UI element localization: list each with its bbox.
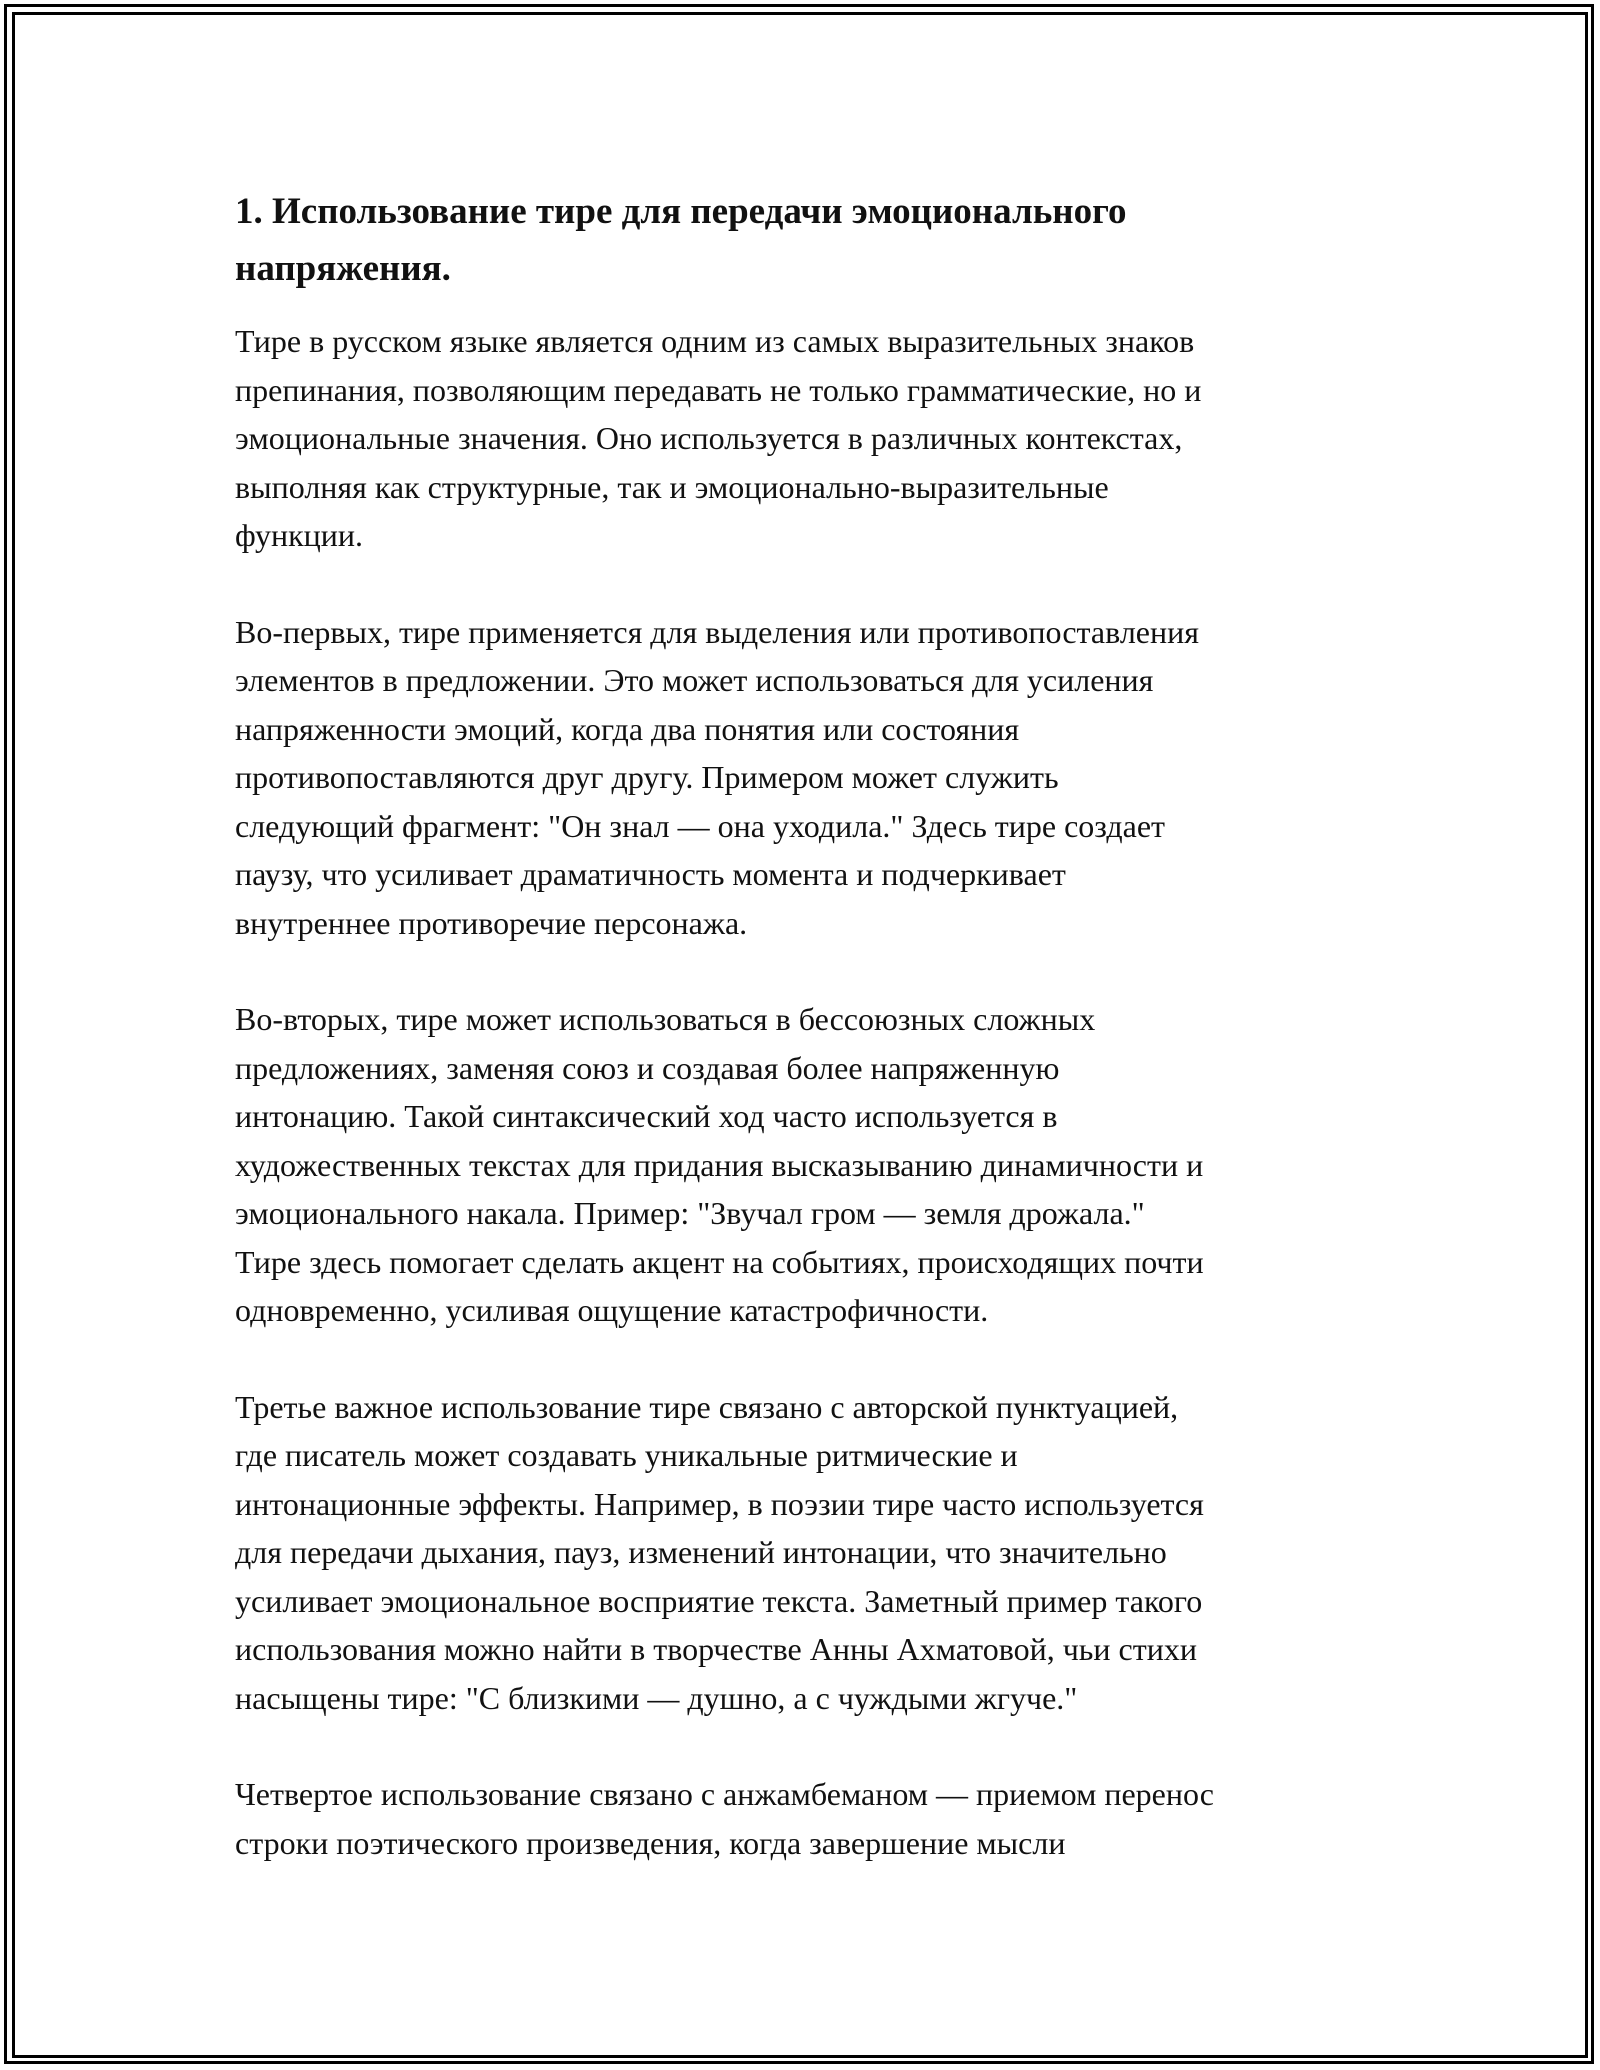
paragraph-first: Во-первых, тире применяется для выделения или противопоставления элементов в предложении. Это может использоваться для усиления напряженности эмоций, когда два понятия или состояния противопоставляются друг другу. Примером может служить следующий фрагмент: "Он знал — она уходила." Здесь тире создает паузу, что усиливает драматичность момента и подчеркивает внутреннее противоречие персонажа. <box>235 613 1199 941</box>
paragraph-third: Третье важное использование тире связано с авторской пунктуацией, где писатель может создавать уникальные ритмические и интонационные эффекты. Например, в поэзии тире часто используется для передачи дыхания, пауз, изменений интонации, что значительно усиливает эмоциональное восприятие текста. Заметный пример такого использования можно найти в творчестве Анны Ахматовой, чьи стихи насыщены тире: "С близкими — душно, а с чуждыми жгуче." <box>235 1388 1204 1716</box>
paragraph-intro: Тире в русском языке является одним из самых выразительных знаков препинания, позволяющим передавать не только грамматические, но и эмоциональные значения. Оно используется в различных контекстах, выполняя как структурные, так и эмоционально-выразительные функции. <box>235 323 1202 553</box>
document-body <box>235 183 1385 1915</box>
paragraph-second: Во-вторых, тире может использоваться в бессоюзных сложных предложениях, заменяя союз и создавая более напряженную интонацию. Такой синтаксический ход часто используется в художественных текстах для придания высказыванию динамичности и эмоционального накала. Пример: "Звучал гром — земля дрожала." Тире здесь помогает сделать акцент на событиях, происходящих почти одновременно, усиливая ощущение катастрофичности. <box>235 1001 1204 1328</box>
paragraph-fourth: Четвертое использование связано с анжамбеманом — приемом перенос строки поэтического произведения, когда завершение мысли <box>235 1776 1214 1861</box>
section-heading: 1. Использование тире для передачи эмоционального напряжения. <box>235 191 1127 289</box>
